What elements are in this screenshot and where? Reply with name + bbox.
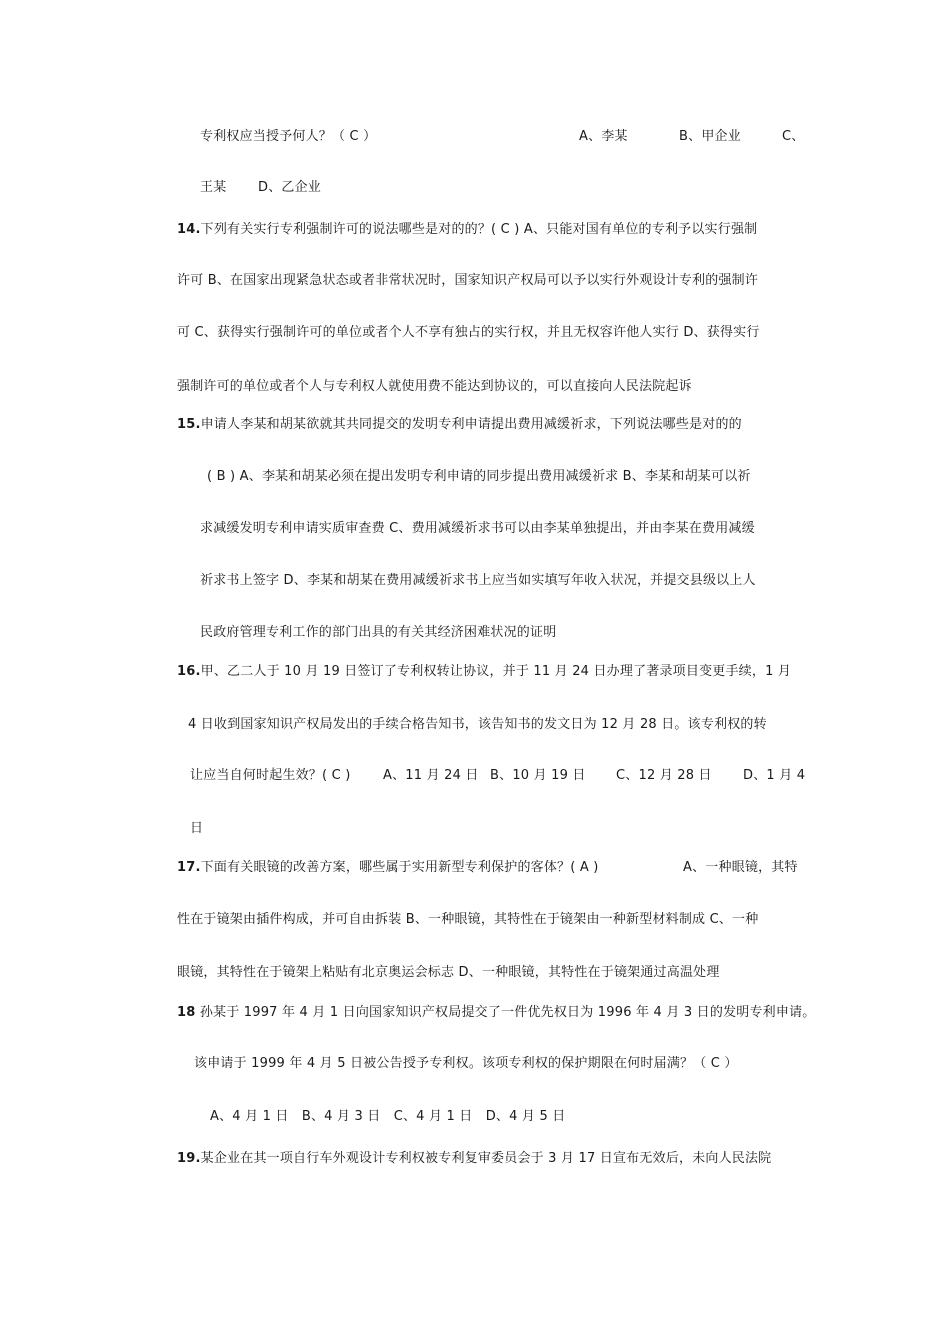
question-15-line-2: ( B ) A、李某和胡某必须在提出发明专利申请的同步提出费用减缓祈求 B、李某和胡某可以祈 bbox=[207, 469, 751, 484]
question-line: 下面有关眼镜的改善方案，哪些属于实用新型专利保护的客体？( A ) bbox=[200, 860, 599, 875]
question-14 bbox=[177, 221, 757, 239]
question-14-line-4: 强制许可的单位或者个人与专利权人就使用费不能达到协议的，可以直接向人民法院起诉 bbox=[177, 379, 692, 394]
question-18 bbox=[177, 1004, 815, 1022]
q17-option-a: A、一种眼镜，其特 bbox=[683, 860, 798, 875]
question-line: 某企业在其一项自行车外观设计专利权被专利复审委员会于 3 月 17 日宣布无效后，未向人民法院 bbox=[200, 1151, 772, 1166]
q13-option-c-label: C、 bbox=[782, 129, 805, 144]
question-number: 14. bbox=[177, 222, 201, 237]
question-15-line-5: 民政府管理专利工作的部门出具的有关其经济困难状况的证明 bbox=[200, 625, 557, 640]
question-line: 甲、乙二人于 10 月 19 日签订了专利权转让协议，并于 11 月 24 日办理了著录项目变更手续，1 月 bbox=[200, 664, 792, 679]
question-number: 15. bbox=[177, 417, 201, 432]
question-number: 16. bbox=[177, 664, 201, 679]
question-16-line-2: 4 日收到国家知识产权局发出的手续合格告知书，该告知书的发文日为 12 月 28 日。该专利权的转 bbox=[188, 717, 767, 732]
question-18-options: A、4 月 1 日 B、4 月 3 日 C、4 月 1 日 D、4 月 5 日 bbox=[210, 1109, 566, 1124]
question-16 bbox=[177, 663, 791, 681]
question-19 bbox=[177, 1150, 771, 1168]
question-number: 19. bbox=[177, 1151, 201, 1166]
q16-option-c: C、12 月 28 日 bbox=[616, 768, 712, 783]
q13-option-c-text: 王某 bbox=[200, 180, 227, 195]
question-16-line-4: 日 bbox=[190, 821, 204, 836]
question-15-line-4: 祈求书上签字 D、李某和胡某在费用减缓祈求书上应当如实填写年收入状况，并提交县级以上人 bbox=[200, 573, 756, 588]
q16-option-d: D、1 月 4 bbox=[743, 768, 806, 783]
question-14-line-2: 许可 B、在国家出现紧急状态或者非常状况时，国家知识产权局可以予以实行外观设计专利的强制许 bbox=[177, 273, 759, 288]
question-17-line-2: 性在于镜架由插件构成，并可自由拆装 B、一种眼镜，其特性在于镜架由一种新型材料制成 C、一种 bbox=[177, 912, 759, 927]
question-16-line-3: 让应当自何时起生效？( C ) bbox=[190, 768, 351, 783]
question-line: 申请人李某和胡某欲就其共同提交的发明专利申请提出费用减缓祈求，下列说法哪些是对的的 bbox=[200, 417, 742, 432]
q13-option-a: A、李某 bbox=[579, 129, 628, 144]
q13-option-b: B、甲企业 bbox=[679, 129, 741, 144]
q13-option-d: D、乙企业 bbox=[258, 180, 322, 195]
question-15 bbox=[177, 416, 742, 434]
question-line: 孙某于 1997 年 4 月 1 日向国家知识产权局提交了一件优先权日为 1996 年 4 月 3 日的发明专利申请。 bbox=[195, 1005, 816, 1020]
question-number: 18 bbox=[177, 1005, 196, 1020]
question-number: 17. bbox=[177, 860, 201, 875]
q16-option-a: A、11 月 24 日 bbox=[383, 768, 479, 783]
question-14-line-3: 可 C、获得实行强制许可的单位或者个人不享有独占的实行权，并且无权容许他人实行 D、获得实行 bbox=[177, 325, 760, 340]
q16-option-b: B、10 月 19 日 bbox=[490, 768, 586, 783]
question-line: 下列有关实行专利强制许可的说法哪些是对的的？( C ) A、只能对国有单位的专利予以实行强制 bbox=[200, 222, 758, 237]
question-15-line-3: 求减缓发明专利申请实质审查费 C、费用减缓祈求书可以由李某单独提出，并由李某在费用减缓 bbox=[200, 521, 755, 536]
question-18-line-2: 该申请于 1999 年 4 月 5 日被公告授予专利权。该项专利权的保护期限在何时届满？（ C ） bbox=[194, 1056, 738, 1071]
q13-question-text: 专利权应当授予何人？（ C ） bbox=[200, 129, 377, 144]
question-17-line-3: 眼镜，其特性在于镜架上粘贴有北京奥运会标志 D、一种眼镜，其特性在于镜架通过高温处理 bbox=[177, 965, 720, 980]
question-17 bbox=[177, 859, 599, 877]
